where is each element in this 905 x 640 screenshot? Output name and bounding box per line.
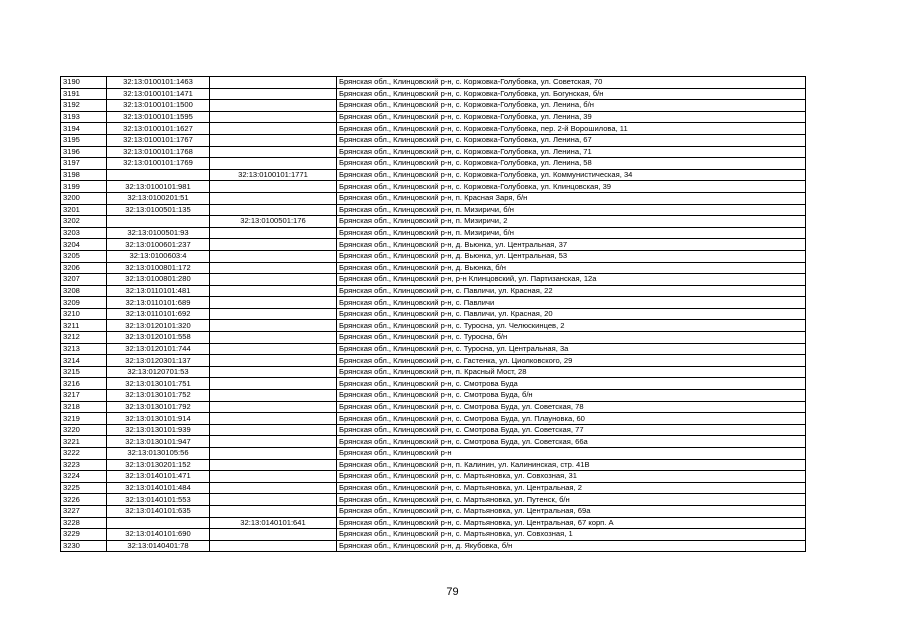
table-row [61, 343, 806, 355]
cadastral-number-alt-cell [210, 239, 337, 251]
table-row [61, 262, 806, 274]
cadastral-number-cell: 32:13:0100101:1769 [107, 158, 210, 170]
table-row [61, 88, 806, 100]
table-row [61, 448, 806, 460]
table-row [61, 436, 806, 448]
table-row [61, 413, 806, 425]
table-row [61, 111, 806, 123]
row-number-cell: 3206 [61, 262, 107, 274]
cadastral-number-cell: 32:13:0100101:981 [107, 181, 210, 193]
cadastral-number-alt-cell [210, 332, 337, 344]
cadastral-number-alt-cell [210, 77, 337, 89]
cadastral-number-cell: 32:13:0130201:152 [107, 459, 210, 471]
row-number-cell: 3213 [61, 343, 107, 355]
cadastral-number-alt-cell: 32:13:0100501:176 [210, 216, 337, 228]
property-registry-table [60, 76, 806, 552]
cadastral-number-alt-cell [210, 274, 337, 286]
address-cell: Брянская обл., Клинцовский р-н [337, 448, 806, 460]
cadastral-number-cell: 32:13:0120701:53 [107, 366, 210, 378]
address-cell: Брянская обл., Клинцовский р-н, с. Коржовка-Голубовка, ул. Ленина, 71 [337, 146, 806, 158]
address-cell: Брянская обл., Клинцовский р-н, п. Красный Мост, 28 [337, 366, 806, 378]
row-number-cell: 3224 [61, 471, 107, 483]
row-number-cell: 3227 [61, 505, 107, 517]
cadastral-number-cell: 32:13:0110101:689 [107, 297, 210, 309]
page-number: 79 [446, 586, 459, 598]
registry-table-body [61, 77, 806, 552]
address-cell: Брянская обл., Клинцовский р-н, п. Калинин, ул. Калининская, стр. 41В [337, 459, 806, 471]
row-number-cell: 3216 [61, 378, 107, 390]
row-number-cell: 3201 [61, 204, 107, 216]
table-row [61, 192, 806, 204]
cadastral-number-cell: 32:13:0110101:481 [107, 285, 210, 297]
address-cell: Брянская обл., Клинцовский р-н, с. Туросна, б/н [337, 332, 806, 344]
cadastral-number-alt-cell [210, 227, 337, 239]
cadastral-number-alt-cell [210, 355, 337, 367]
row-number-cell: 3198 [61, 169, 107, 181]
address-cell: Брянская обл., Клинцовский р-н, д. Вьюнка, ул. Центральная, 37 [337, 239, 806, 251]
cadastral-number-cell: 32:13:0130101:751 [107, 378, 210, 390]
table-row [61, 494, 806, 506]
cadastral-number-alt-cell [210, 436, 337, 448]
cadastral-number-alt-cell [210, 204, 337, 216]
cadastral-number-cell: 32:13:0130101:792 [107, 401, 210, 413]
cadastral-number-alt-cell [210, 88, 337, 100]
address-cell: Брянская обл., Клинцовский р-н, с. Смотрова Буда, б/н [337, 390, 806, 402]
row-number-cell: 3209 [61, 297, 107, 309]
table-row [61, 308, 806, 320]
cadastral-number-alt-cell [210, 448, 337, 460]
table-row [61, 146, 806, 158]
cadastral-number-cell [107, 216, 210, 228]
address-cell: Брянская обл., Клинцовский р-н, с. Павличи [337, 297, 806, 309]
cadastral-number-alt-cell [210, 390, 337, 402]
table-row [61, 401, 806, 413]
cadastral-number-alt-cell [210, 192, 337, 204]
cadastral-number-cell [107, 169, 210, 181]
cadastral-number-alt-cell [210, 529, 337, 541]
table-row [61, 505, 806, 517]
table-row [61, 390, 806, 402]
row-number-cell: 3207 [61, 274, 107, 286]
row-number-cell: 3195 [61, 134, 107, 146]
address-cell: Брянская обл., Клинцовский р-н, с. Смотрова Буда, ул. Плауновка, 60 [337, 413, 806, 425]
row-number-cell: 3218 [61, 401, 107, 413]
cadastral-number-alt-cell [210, 378, 337, 390]
address-cell: Брянская обл., Клинцовский р-н, с. Смотрова Буда [337, 378, 806, 390]
cadastral-number-alt-cell [210, 540, 337, 552]
row-number-cell: 3229 [61, 529, 107, 541]
cadastral-number-cell: 32:13:0120101:744 [107, 343, 210, 355]
row-number-cell: 3214 [61, 355, 107, 367]
address-cell: Брянская обл., Клинцовский р-н, с. Коржовка-Голубовка, ул. Коммунистическая, 34 [337, 169, 806, 181]
row-number-cell: 3228 [61, 517, 107, 529]
table-row [61, 181, 806, 193]
address-cell: Брянская обл., Клинцовский р-н, п. Мизиричи, 2 [337, 216, 806, 228]
address-cell: Брянская обл., Клинцовский р-н, с. Мартьяновка, ул. Центральная, 67 корп. А [337, 517, 806, 529]
address-cell: Брянская обл., Клинцовский р-н, с. Туросна, ул. Челюскинцев, 2 [337, 320, 806, 332]
address-cell: Брянская обл., Клинцовский р-н, с. Коржовка-Голубовка, ул. Советская, 70 [337, 77, 806, 89]
row-number-cell: 3205 [61, 250, 107, 262]
cadastral-number-cell: 32:13:0130101:947 [107, 436, 210, 448]
table-row [61, 158, 806, 170]
row-number-cell: 3220 [61, 424, 107, 436]
address-cell: Брянская обл., Клинцовский р-н, с. Мартьяновка, ул. Совхозная, 31 [337, 471, 806, 483]
cadastral-number-alt-cell [210, 366, 337, 378]
address-cell: Брянская обл., Клинцовский р-н, р-н Клинцовский, ул. Партизанская, 12а [337, 274, 806, 286]
cadastral-number-alt-cell [210, 146, 337, 158]
cadastral-number-alt-cell [210, 494, 337, 506]
row-number-cell: 3202 [61, 216, 107, 228]
address-cell: Брянская обл., Клинцовский р-н, с. Коржовка-Голубовка, ул. Ленина, б/н [337, 100, 806, 112]
cadastral-number-cell: 32:13:0100101:1627 [107, 123, 210, 135]
address-cell: Брянская обл., Клинцовский р-н, с. Смотрова Буда, ул. Советская, 77 [337, 424, 806, 436]
cadastral-number-cell: 32:13:0100101:1768 [107, 146, 210, 158]
table-row [61, 100, 806, 112]
address-cell: Брянская обл., Клинцовский р-н, п. Мизиричи, б/н [337, 227, 806, 239]
cadastral-number-alt-cell [210, 505, 337, 517]
cadastral-number-alt-cell [210, 471, 337, 483]
cadastral-number-alt-cell [210, 123, 337, 135]
cadastral-number-cell: 32:13:0100801:280 [107, 274, 210, 286]
row-number-cell: 3196 [61, 146, 107, 158]
table-row [61, 216, 806, 228]
table-row [61, 227, 806, 239]
table-row [61, 204, 806, 216]
table-row [61, 77, 806, 89]
table-row [61, 471, 806, 483]
cadastral-number-cell: 32:13:0140401:78 [107, 540, 210, 552]
row-number-cell: 3217 [61, 390, 107, 402]
cadastral-number-cell: 32:13:0100501:93 [107, 227, 210, 239]
table-row [61, 378, 806, 390]
cadastral-number-alt-cell [210, 424, 337, 436]
cadastral-number-cell: 32:13:0140101:635 [107, 505, 210, 517]
row-number-cell: 3192 [61, 100, 107, 112]
cadastral-number-alt-cell [210, 308, 337, 320]
address-cell: Брянская обл., Клинцовский р-н, п. Красная Заря, б/н [337, 192, 806, 204]
row-number-cell: 3219 [61, 413, 107, 425]
address-cell: Брянская обл., Клинцовский р-н, п. Мизиричи, б/н [337, 204, 806, 216]
cadastral-number-alt-cell [210, 343, 337, 355]
address-cell: Брянская обл., Клинцовский р-н, с. Смотрова Буда, ул. Советская, 78 [337, 401, 806, 413]
row-number-cell: 3193 [61, 111, 107, 123]
row-number-cell: 3223 [61, 459, 107, 471]
address-cell: Брянская обл., Клинцовский р-н, д. Вьюнка, б/н [337, 262, 806, 274]
table-row [61, 285, 806, 297]
cadastral-number-alt-cell [210, 134, 337, 146]
cadastral-number-cell: 32:13:0140101:553 [107, 494, 210, 506]
cadastral-number-cell: 32:13:0130101:939 [107, 424, 210, 436]
address-cell: Брянская обл., Клинцовский р-н, с. Коржовка-Голубовка, ул. Богунская, б/н [337, 88, 806, 100]
table-row [61, 424, 806, 436]
table-row [61, 239, 806, 251]
cadastral-number-alt-cell [210, 413, 337, 425]
row-number-cell: 3199 [61, 181, 107, 193]
cadastral-number-alt-cell: 32:13:0140101:641 [210, 517, 337, 529]
address-cell: Брянская обл., Клинцовский р-н, с. Смотрова Буда, ул. Советская, 66а [337, 436, 806, 448]
cadastral-number-cell: 32:13:0120101:320 [107, 320, 210, 332]
cadastral-number-alt-cell [210, 111, 337, 123]
row-number-cell: 3230 [61, 540, 107, 552]
address-cell: Брянская обл., Клинцовский р-н, с. Коржовка-Голубовка, ул. Ленина, 39 [337, 111, 806, 123]
table-row [61, 482, 806, 494]
cadastral-number-cell: 32:13:0130101:752 [107, 390, 210, 402]
row-number-cell: 3204 [61, 239, 107, 251]
cadastral-number-cell: 32:13:0100101:1767 [107, 134, 210, 146]
cadastral-number-alt-cell [210, 459, 337, 471]
address-cell: Брянская обл., Клинцовский р-н, с. Коржовка-Голубовка, ул. Ленина, 67 [337, 134, 806, 146]
cadastral-number-cell [107, 517, 210, 529]
cadastral-number-cell: 32:13:0120301:137 [107, 355, 210, 367]
cadastral-number-alt-cell: 32:13:0100101:1771 [210, 169, 337, 181]
table-row [61, 134, 806, 146]
table-row [61, 332, 806, 344]
cadastral-number-alt-cell [210, 320, 337, 332]
cadastral-number-cell: 32:13:0100201:51 [107, 192, 210, 204]
table-row [61, 250, 806, 262]
cadastral-number-cell: 32:13:0100101:1595 [107, 111, 210, 123]
address-cell: Брянская обл., Клинцовский р-н, с. Мартьяновка, ул. Совхозная, 1 [337, 529, 806, 541]
row-number-cell: 3212 [61, 332, 107, 344]
cadastral-number-alt-cell [210, 100, 337, 112]
cadastral-number-cell: 32:13:0100101:1500 [107, 100, 210, 112]
cadastral-number-cell: 32:13:0140101:690 [107, 529, 210, 541]
row-number-cell: 3211 [61, 320, 107, 332]
cadastral-number-alt-cell [210, 401, 337, 413]
cadastral-number-cell: 32:13:0130101:914 [107, 413, 210, 425]
cadastral-number-cell: 32:13:0100101:1463 [107, 77, 210, 89]
cadastral-number-alt-cell [210, 250, 337, 262]
address-cell: Брянская обл., Клинцовский р-н, с. Мартьяновка, ул. Центральная, 69а [337, 505, 806, 517]
cadastral-number-cell: 32:13:0100501:135 [107, 204, 210, 216]
cadastral-number-cell: 32:13:0110101:692 [107, 308, 210, 320]
row-number-cell: 3208 [61, 285, 107, 297]
row-number-cell: 3200 [61, 192, 107, 204]
cadastral-number-cell: 32:13:0100801:172 [107, 262, 210, 274]
row-number-cell: 3226 [61, 494, 107, 506]
address-cell: Брянская обл., Клинцовский р-н, с. Гастенка, ул. Циолковского, 29 [337, 355, 806, 367]
row-number-cell: 3190 [61, 77, 107, 89]
table-row [61, 366, 806, 378]
table-row [61, 540, 806, 552]
table-row [61, 297, 806, 309]
address-cell: Брянская обл., Клинцовский р-н, с. Мартьяновка, ул. Центральная, 2 [337, 482, 806, 494]
row-number-cell: 3194 [61, 123, 107, 135]
address-cell: Брянская обл., Клинцовский р-н, с. Коржовка-Голубовка, ул. Клинцовская, 39 [337, 181, 806, 193]
table-row [61, 517, 806, 529]
cadastral-number-cell: 32:13:0120101:558 [107, 332, 210, 344]
row-number-cell: 3191 [61, 88, 107, 100]
cadastral-number-cell: 32:13:0140101:471 [107, 471, 210, 483]
cadastral-number-alt-cell [210, 482, 337, 494]
row-number-cell: 3222 [61, 448, 107, 460]
address-cell: Брянская обл., Клинцовский р-н, с. Мартьяновка, ул. Путенск, б/н [337, 494, 806, 506]
row-number-cell: 3225 [61, 482, 107, 494]
row-number-cell: 3210 [61, 308, 107, 320]
cadastral-number-alt-cell [210, 158, 337, 170]
cadastral-number-cell: 32:13:0100101:1471 [107, 88, 210, 100]
cadastral-number-cell: 32:13:0140101:484 [107, 482, 210, 494]
address-cell: Брянская обл., Клинцовский р-н, с. Коржовка-Голубовка, ул. Ленина, 58 [337, 158, 806, 170]
table-row [61, 529, 806, 541]
cadastral-number-cell: 32:13:0130105:56 [107, 448, 210, 460]
address-cell: Брянская обл., Клинцовский р-н, с. Туросна, ул. Центральная, 3а [337, 343, 806, 355]
table-row [61, 123, 806, 135]
row-number-cell: 3197 [61, 158, 107, 170]
cadastral-number-cell: 32:13:0100601:237 [107, 239, 210, 251]
table-row [61, 355, 806, 367]
address-cell: Брянская обл., Клинцовский р-н, с. Павличи, ул. Красная, 20 [337, 308, 806, 320]
address-cell: Брянская обл., Клинцовский р-н, д. Якубовка, б/н [337, 540, 806, 552]
cadastral-number-alt-cell [210, 181, 337, 193]
address-cell: Брянская обл., Клинцовский р-н, с. Коржовка-Голубовка, пер. 2-й Ворошилова, 11 [337, 123, 806, 135]
cadastral-number-cell: 32:13:0100603:4 [107, 250, 210, 262]
table-row [61, 320, 806, 332]
cadastral-number-alt-cell [210, 297, 337, 309]
address-cell: Брянская обл., Клинцовский р-н, с. Павличи, ул. Красная, 22 [337, 285, 806, 297]
row-number-cell: 3203 [61, 227, 107, 239]
row-number-cell: 3215 [61, 366, 107, 378]
address-cell: Брянская обл., Клинцовский р-н, д. Вьюнка, ул. Центральная, 53 [337, 250, 806, 262]
cadastral-number-alt-cell [210, 285, 337, 297]
table-row [61, 274, 806, 286]
cadastral-number-alt-cell [210, 262, 337, 274]
table-row [61, 459, 806, 471]
row-number-cell: 3221 [61, 436, 107, 448]
table-row [61, 169, 806, 181]
